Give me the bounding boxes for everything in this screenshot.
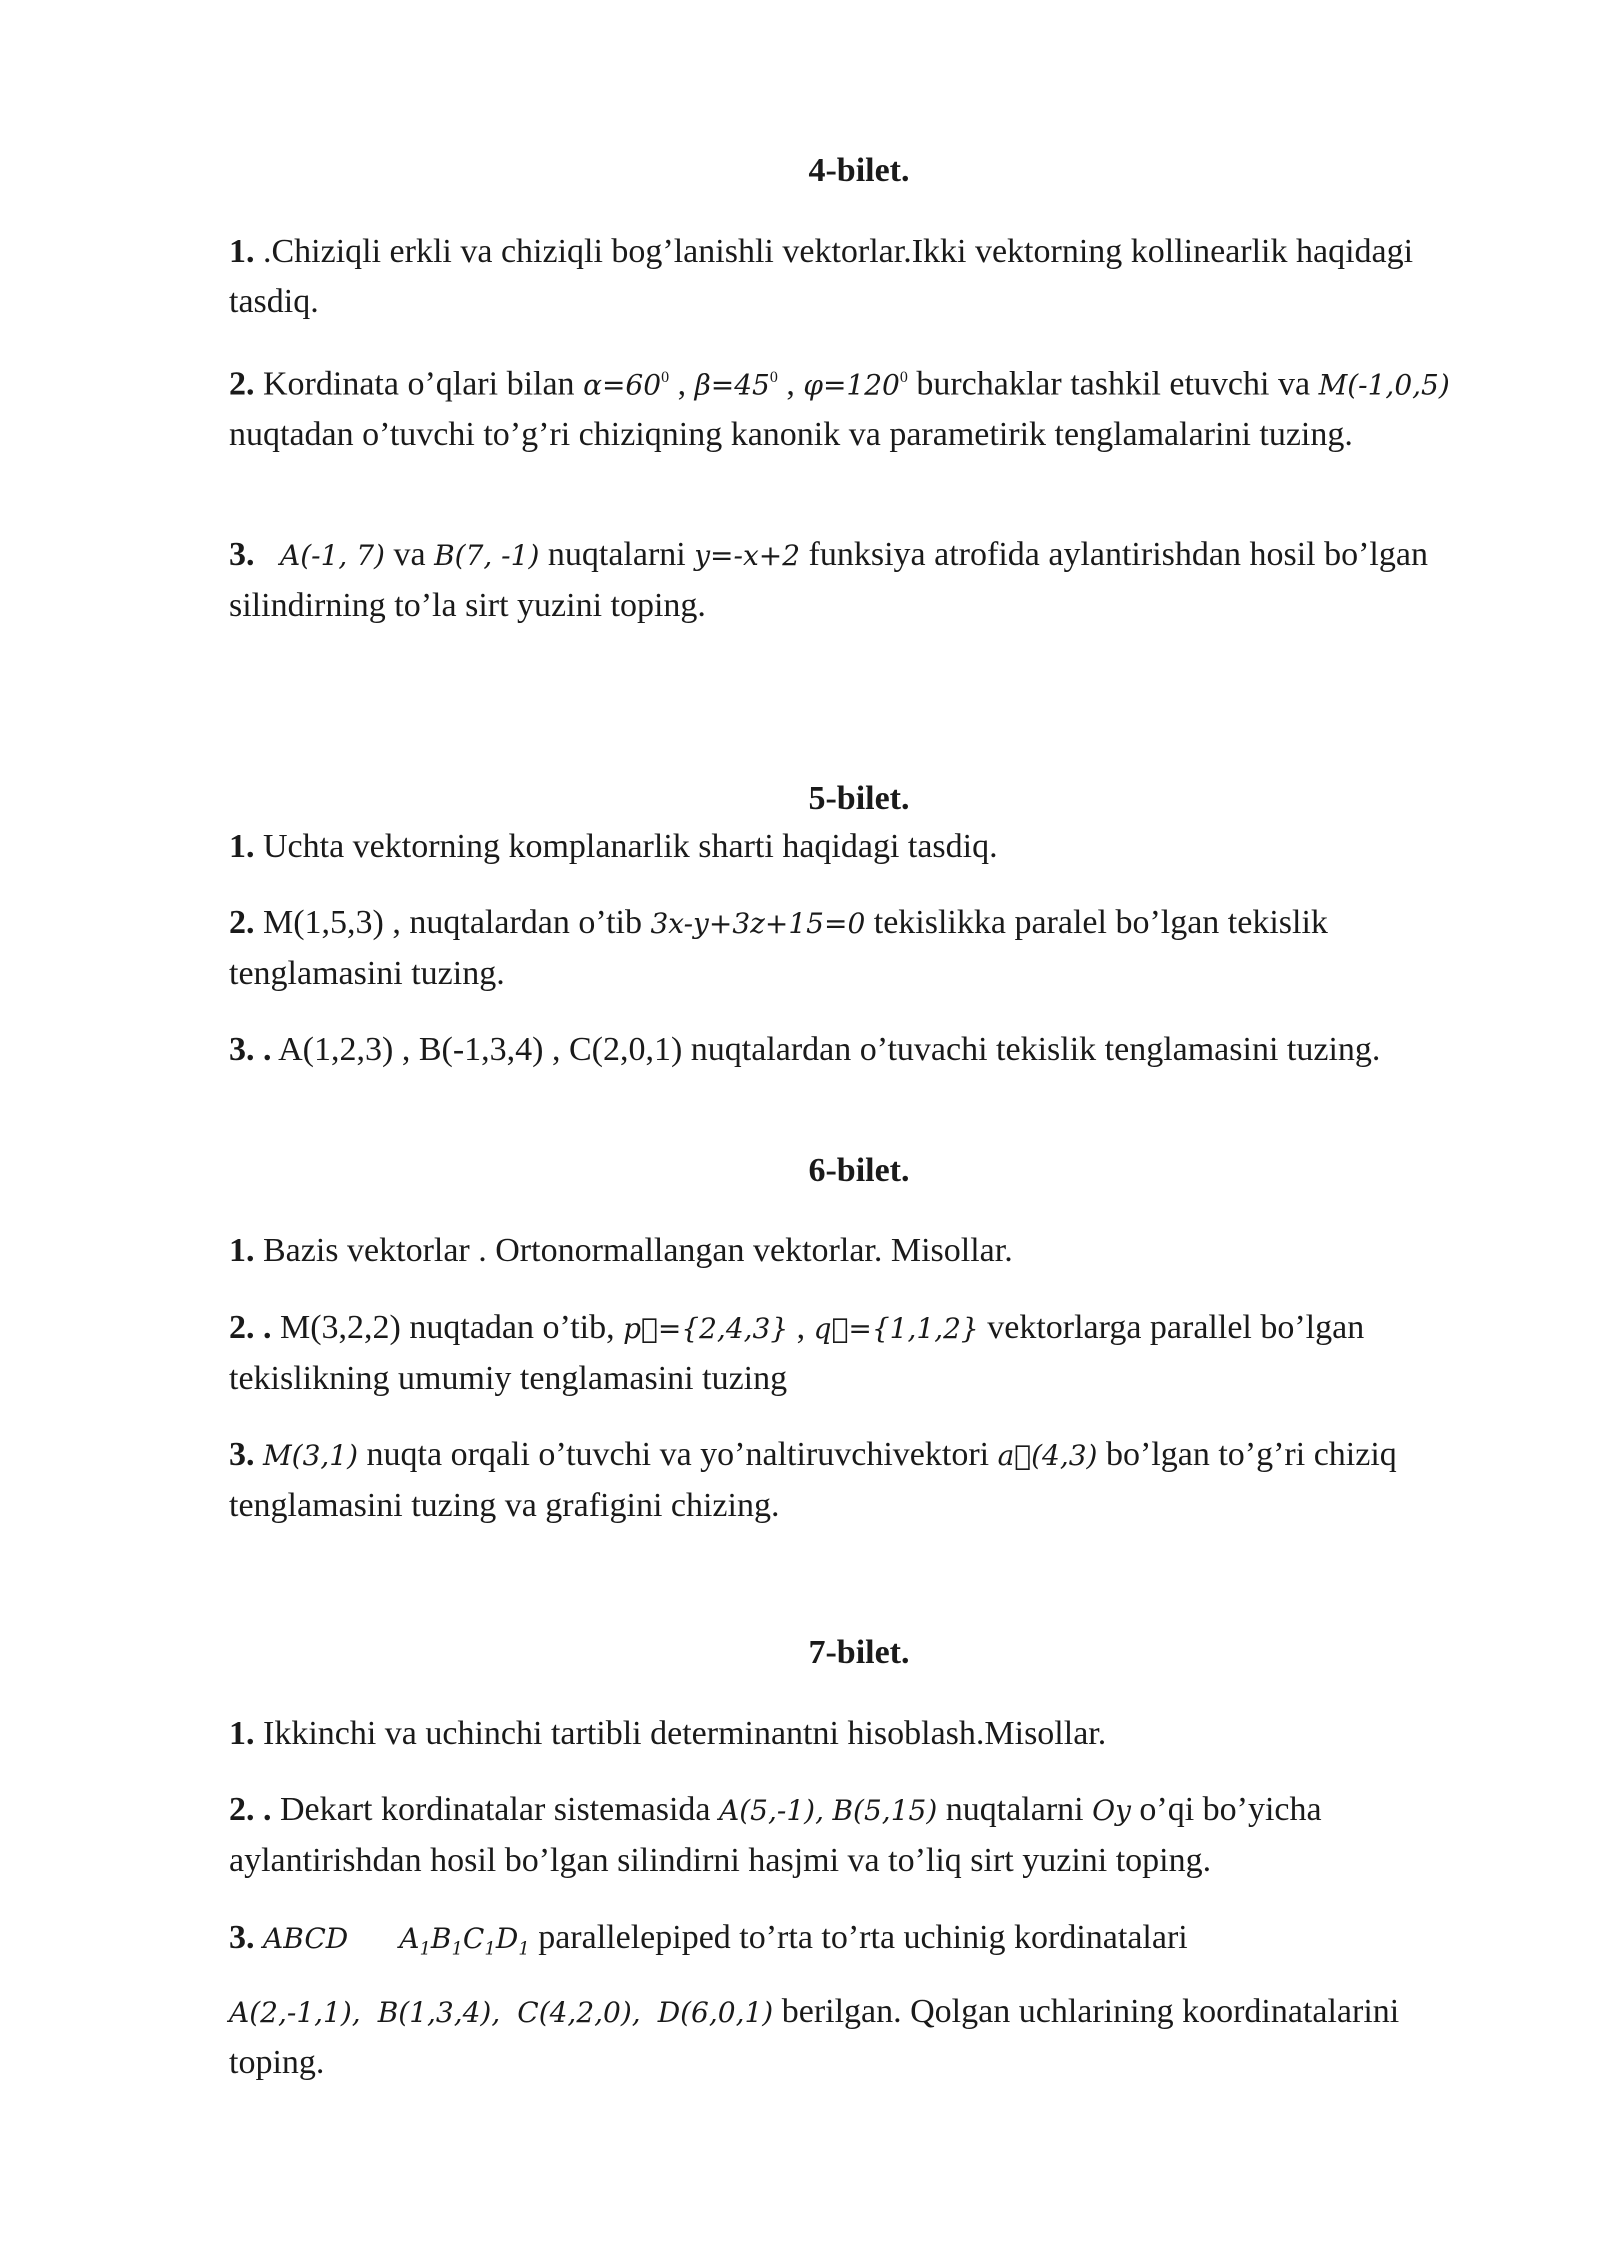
ticket-6-title: 6-bilet. xyxy=(808,1152,910,1189)
vertex-b1: $B_1$ xyxy=(430,1922,463,1960)
question-text: nuqtadan o’tuvchi to’g’ri chiziqning kanonik va parametirik tenglamalarini tuzing. xyxy=(229,416,1353,454)
point-a: A(2,-1,1), xyxy=(229,1996,361,2029)
degree-superscript: 0 xyxy=(661,369,670,386)
question-text: burchaklar tashkil etuvchi va xyxy=(907,365,1319,403)
question-text: va xyxy=(384,536,435,573)
ticket-5-title: 5-bilet. xyxy=(808,780,910,817)
point-m: M(3,1) xyxy=(263,1439,359,1472)
angle-phi: φ=120 xyxy=(803,368,900,402)
point-b: B(5,15) xyxy=(832,1794,938,1827)
question-number: 3. xyxy=(229,1436,255,1473)
point-a: A(5,-1), xyxy=(719,1794,824,1827)
question-number: 2. . xyxy=(229,1309,272,1346)
question-text: tekislikka paralel bo’lgan tekislik tenglamasini tuzing. xyxy=(229,904,1328,992)
angle-beta: β=45 xyxy=(694,368,770,402)
ticket-7-title: 7-bilet. xyxy=(808,1634,910,1671)
ticket-4-question-2 xyxy=(229,353,1489,460)
question-number: 1. xyxy=(229,1715,255,1752)
question-text: Kordinata o’qlari bilan xyxy=(254,365,584,403)
parallelepiped-base: ABCD xyxy=(263,1922,349,1955)
separator: , xyxy=(777,365,804,403)
plane-equation: 3x-y+3z+15=0 xyxy=(650,907,866,940)
vector-a: a⃗(4,3) xyxy=(997,1439,1098,1472)
ticket-7-question-3 xyxy=(229,1913,1489,1975)
ticket-4-question-3 xyxy=(229,530,1489,631)
degree-superscript: 0 xyxy=(899,369,908,386)
point-b: B(7, -1) xyxy=(434,539,540,572)
question-text: bo’lgan to’g’ri chiziq tenglamasini tuzing va grafigini chizing. xyxy=(229,1436,1397,1524)
question-text: Ikkinchi va uchinchi tartibli determinantni hisoblash.Misollar. xyxy=(254,1715,1107,1752)
ticket-5-question-2 xyxy=(229,898,1489,999)
question-text: nuqta orqali o’tuvchi va yo’naltiruvchivektori xyxy=(358,1436,998,1473)
ticket-4-title: 4-bilet. xyxy=(808,152,910,189)
degree-superscript: 0 xyxy=(769,369,778,386)
vector-q: q⃗={1,1,2} xyxy=(813,1312,979,1345)
question-text: nuqtalarni xyxy=(937,1791,1093,1828)
ticket-6-question-1 xyxy=(229,1226,1489,1276)
point-d: D(6,0,1) xyxy=(657,1996,774,2029)
ticket-7-question-2 xyxy=(229,1785,1489,1886)
question-number: 2. . xyxy=(229,1791,272,1828)
question-text: , xyxy=(788,1309,814,1346)
ticket-6-question-2 xyxy=(229,1303,1489,1404)
question-text: berilgan. Qolgan uchlarining koordinatalarini toping. xyxy=(229,1993,1400,2081)
question-number: 1. xyxy=(229,828,255,865)
ticket-7-question-1 xyxy=(229,1709,1489,1759)
point-b: B(1,3,4), xyxy=(377,1996,501,2029)
question-text: A(1,2,3) , B(-1,3,4) , C(2,0,1) nuqtalardan o’tuvachi tekislik tenglamasini tuzing. xyxy=(271,1031,1381,1068)
vertex-d1: $D_1$ xyxy=(495,1922,530,1960)
question-number: 3. . xyxy=(229,1031,272,1068)
vertex-a1: $A_1$ xyxy=(399,1922,431,1960)
separator: , xyxy=(669,365,695,403)
ticket-5-question-3 xyxy=(229,1025,1489,1075)
vector-p: p⃗={2,4,3} xyxy=(623,1312,789,1345)
question-number: 2. xyxy=(229,365,255,403)
ticket-4-question-1 xyxy=(229,227,1489,327)
point-a: A(-1, 7) xyxy=(280,539,385,572)
question-text: .Chiziqli erkli va chiziqli bog’lanishli vektorlar.Ikki vektorning kollinearlik haqidagi tasdiq. xyxy=(229,233,1414,320)
angle-alpha: α=60 xyxy=(583,368,662,402)
vertex-c1: $C_1$ xyxy=(462,1922,496,1960)
question-text: M(3,2,2) nuqtadan o’tib, xyxy=(271,1309,624,1346)
question-number: 3. xyxy=(229,1919,255,1956)
question-text: vektorlarga parallel bo’lgan tekislikning umumiy tenglamasini tuzing xyxy=(229,1309,1365,1397)
question-text: M(1,5,3) , nuqtalardan o’tib xyxy=(254,904,651,941)
question-number: 2. xyxy=(229,904,255,941)
question-number: 1. xyxy=(229,1232,255,1269)
question-number: 1. xyxy=(229,233,255,270)
question-text: parallelepiped to’rta to’rta uchinig kordinatalari xyxy=(529,1919,1188,1956)
question-text: Uchta vektorning komplanarlik sharti haqidagi tasdiq. xyxy=(254,828,998,865)
question-text: nuqtalarni xyxy=(539,536,695,573)
function-formula: y=-x+2 xyxy=(694,539,801,572)
question-text: Bazis vektorlar . Ortonormallangan vektorlar. Misollar. xyxy=(254,1232,1013,1269)
question-text: Dekart kordinatalar sistemasida xyxy=(271,1791,720,1828)
ticket-7-question-3-continued xyxy=(229,1987,1489,2088)
question-number: 3. xyxy=(229,536,255,573)
question-text: o’qi bo’yicha aylantirishdan hosil bo’lgan silindirni hasjmi va to’liq sirt yuzini toping. xyxy=(229,1791,1322,1879)
question-text: funksiya atrofida aylantirishdan hosil bo’lgan silindirning to’la sirt yuzini toping. xyxy=(229,536,1428,624)
point-m: M(-1,0,5) xyxy=(1318,368,1450,402)
ticket-6-question-3 xyxy=(229,1430,1489,1531)
axis-oy: Oy xyxy=(1092,1794,1131,1827)
ticket-5-question-1 xyxy=(229,822,1489,872)
point-c: C(4,2,0), xyxy=(517,1996,641,2029)
